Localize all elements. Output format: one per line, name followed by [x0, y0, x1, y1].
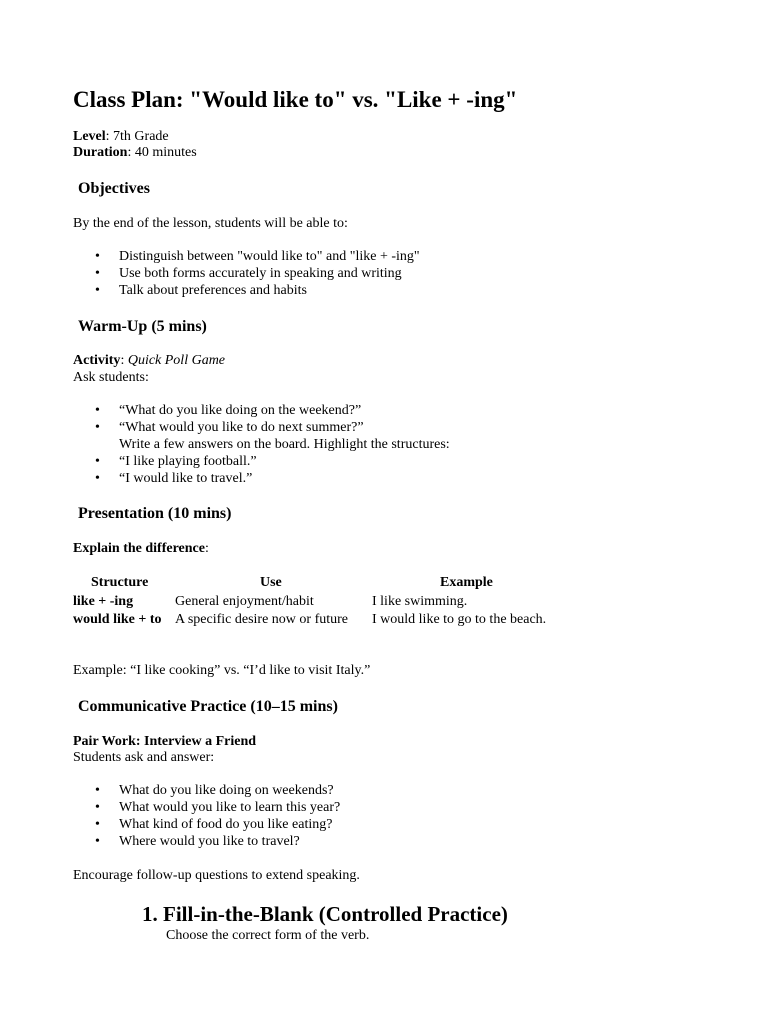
list-item: • “What would you like to do next summer?” [95, 420, 364, 435]
explain-line [73, 541, 209, 557]
bullet-icon: • [95, 454, 100, 469]
duration-label: Duration [73, 145, 128, 160]
activity-label: Activity [73, 353, 121, 368]
level-line [73, 129, 169, 145]
pair-work-label: Pair Work: Interview a Friend [73, 734, 257, 749]
bullet-icon: • [95, 471, 100, 486]
bullet-icon: • [95, 283, 100, 298]
list-item: • Distinguish between "would like to" and "like + -ing" [95, 249, 420, 264]
table-cell-example: I would like to go to the beach. [372, 612, 547, 627]
presentation-heading: Presentation (10 mins) [78, 505, 232, 522]
objectives-heading: Objectives [78, 180, 150, 197]
explain-label: Explain the difference [73, 541, 205, 556]
fill-blank-title: Fill-in-the-Blank (Controlled Practice) [163, 902, 508, 926]
bullet-icon: • [95, 403, 100, 418]
explain-sep: : [204, 541, 209, 556]
bullet-icon: • [95, 420, 100, 435]
objectives-intro: By the end of the lesson, students will be able to: [73, 216, 348, 231]
activity-sep: : [120, 353, 128, 368]
encourage-text: Encourage follow-up questions to extend speaking. [73, 868, 360, 883]
fill-blank-subtitle: Choose the correct form of the verb. [166, 928, 370, 943]
activity-name: Quick Poll Game [127, 353, 226, 368]
bullet-icon: • [95, 834, 100, 849]
table-cell-use: General enjoyment/habit [175, 594, 314, 609]
list-item: • “I like playing football.” [95, 454, 257, 469]
fill-blank-heading [142, 902, 508, 927]
warmup-list [73, 403, 450, 488]
list-item: • What kind of food do you like eating? [95, 817, 333, 832]
practice-heading: Communicative Practice (10–15 mins) [78, 698, 338, 715]
objectives-list [73, 249, 420, 300]
activity-line [73, 353, 225, 369]
bullet-icon: • [95, 800, 100, 815]
table-header-structure: Structure [91, 575, 149, 590]
page-title: Class Plan: "Would like to" vs. "Like + -ing" [73, 87, 518, 112]
list-item: • What do you like doing on weekends? [95, 783, 334, 798]
list-item: • “I would like to travel.” [95, 471, 253, 486]
duration-value: : 40 minutes [127, 145, 197, 160]
bullet-icon: • [95, 266, 100, 281]
duration-line [73, 145, 197, 161]
comparison-example: Example: “I like cooking” vs. “I’d like to visit Italy.” [73, 663, 371, 678]
level-label: Level [73, 129, 106, 144]
ask-students: Ask students: [73, 370, 149, 385]
students-ask: Students ask and answer: [73, 750, 215, 765]
list-item: • Talk about preferences and habits [95, 283, 307, 298]
list-item: • “What do you like doing on the weekend?” [95, 403, 362, 418]
bullet-icon: • [95, 783, 100, 798]
warmup-heading: Warm-Up (5 mins) [78, 318, 207, 335]
list-item: • Use both forms accurately in speaking and writing [95, 266, 402, 281]
list-item: • Where would you like to travel? [95, 834, 300, 849]
table-header-example: Example [440, 575, 493, 590]
table-header-use: Use [260, 575, 282, 590]
table-cell-structure: would like + to [73, 612, 162, 627]
practice-list [73, 783, 340, 851]
table-cell-example: I like swimming. [372, 594, 468, 609]
fill-blank-number: 1. [142, 902, 158, 926]
bullet-icon: • [95, 817, 100, 832]
list-item-continuation: Write a few answers on the board. Highlight the structures: [119, 437, 450, 452]
bullet-icon: • [95, 249, 100, 264]
level-value: : 7th Grade [105, 129, 169, 144]
list-item: • What would you like to learn this year? [95, 800, 341, 815]
table-cell-structure: like + -ing [73, 594, 134, 609]
table-cell-use: A specific desire now or future [175, 612, 348, 627]
